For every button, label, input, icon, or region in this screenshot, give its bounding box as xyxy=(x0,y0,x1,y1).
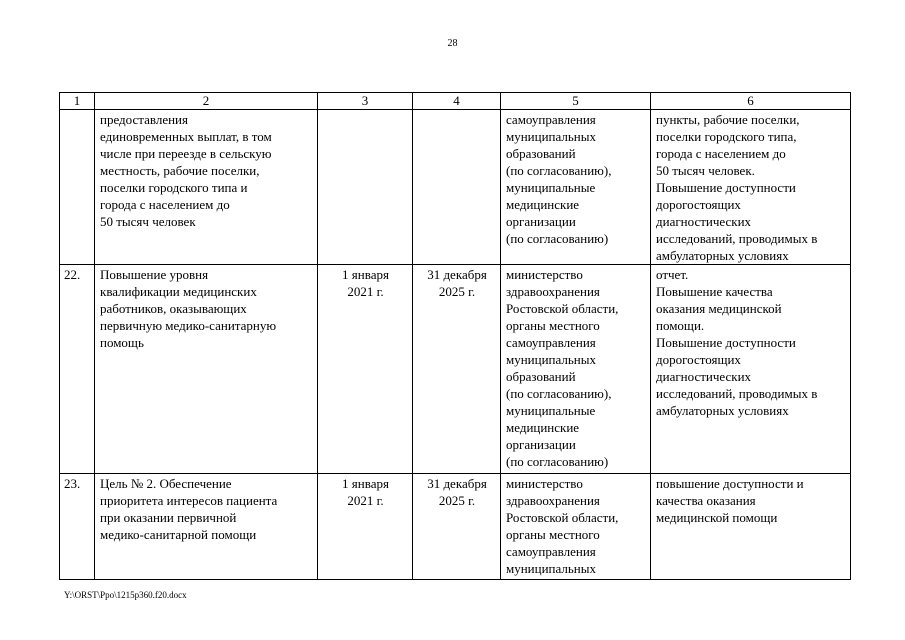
column-header: 2 xyxy=(95,93,318,110)
row-number: 22. xyxy=(60,265,95,474)
expected-result: отчет. Повышение качества оказания медицинской помощи. Повышение доступности дорогостоящих диагностических исследований, проводимых в амбулаторных условиях xyxy=(651,265,851,474)
executor: министерство здравоохранения Ростовской области, органы местного самоуправления муниципальных образований (по согласованию), муниципальные медицинские организации (по согласованию) xyxy=(501,265,651,474)
start-date: 1 января 2021 г. xyxy=(318,265,413,474)
column-header: 1 xyxy=(60,93,95,110)
column-header: 4 xyxy=(413,93,501,110)
activity-name: Цель № 2. Обеспечение приоритета интересов пациента при оказании первичной медико-санитарной помощи xyxy=(95,474,318,580)
column-header: 3 xyxy=(318,93,413,110)
expected-result: пункты, рабочие поселки, поселки городского типа, города с населением до 50 тысяч человек. Повышение доступности дорогостоящих диагностических исследований, проводимых в амбулаторных условиях xyxy=(651,110,851,265)
expected-result: повышение доступности и качества оказания медицинской помощи xyxy=(651,474,851,580)
executor: министерство здравоохранения Ростовской области, органы местного самоуправления муниципальных xyxy=(501,474,651,580)
end-date: 31 декабря 2025 г. xyxy=(413,265,501,474)
end-date xyxy=(413,110,501,265)
page-number: 28 xyxy=(447,38,458,49)
table-row xyxy=(60,474,851,580)
column-header: 6 xyxy=(651,93,851,110)
table-header-row xyxy=(60,93,851,110)
table-row xyxy=(60,265,851,474)
end-date: 31 декабря 2025 г. xyxy=(413,474,501,580)
column-header: 5 xyxy=(501,93,651,110)
start-date xyxy=(318,110,413,265)
activity-name: Повышение уровня квалификации медицинских работников, оказывающих первичную медико-санитарную помощь xyxy=(95,265,318,474)
activities-table xyxy=(59,92,851,580)
start-date: 1 января 2021 г. xyxy=(318,474,413,580)
row-number: 23. xyxy=(60,474,95,580)
table-row xyxy=(60,110,851,265)
file-path-footer: Y:\ORST\Ppo\1215p360.f20.docx xyxy=(64,590,187,600)
activity-name: предоставления единовременных выплат, в том числе при переезде в сельскую местность, рабочие поселки, поселки городского типа и города с населением до 50 тысяч человек xyxy=(95,110,318,265)
row-number xyxy=(60,110,95,265)
executor: самоуправления муниципальных образований (по согласованию), муниципальные медицинские организации (по согласованию) xyxy=(501,110,651,265)
